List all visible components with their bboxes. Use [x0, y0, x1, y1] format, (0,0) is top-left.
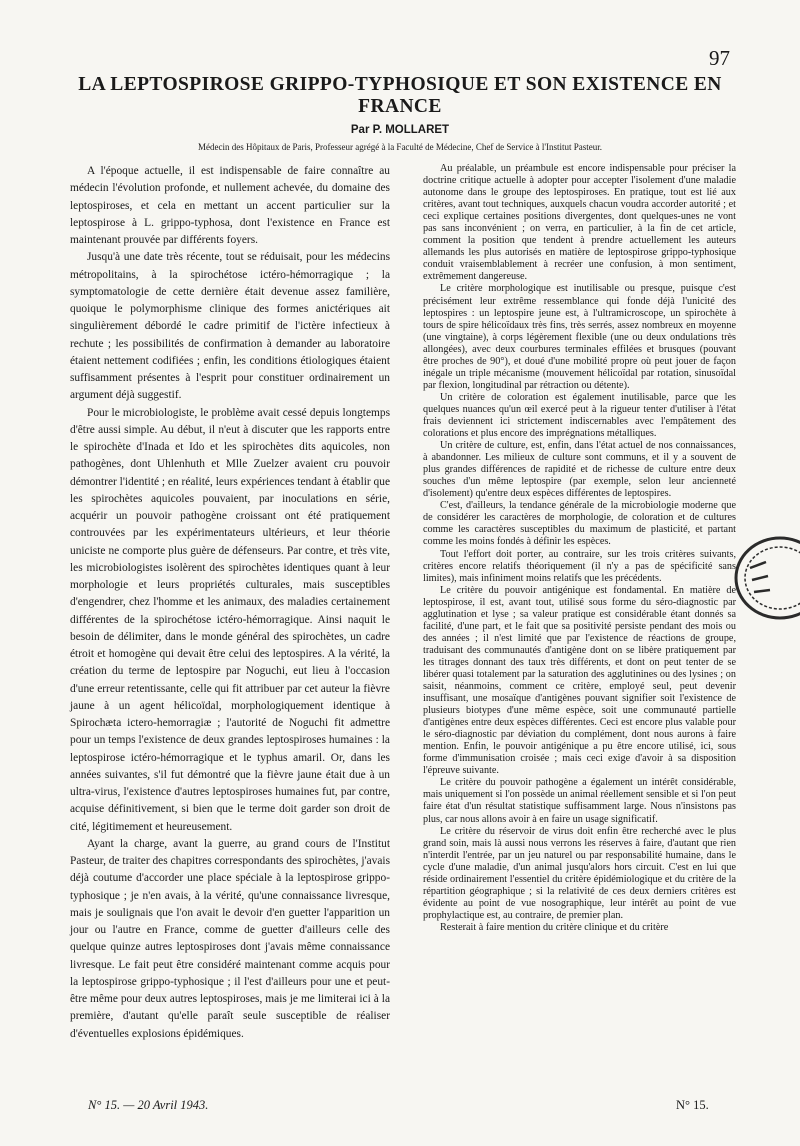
page-number: 97 [709, 46, 730, 70]
paragraph: Un critère de culture, est, enfin, dans l'état actuel de nos connaissances, à abandonner. Les milieux de culture sont communs, et il y a souvent de plus grandes différences de rapidité et de richesse de culture entre deux souches d'un même leptospire (par exemple, selon leur ancienneté d'isolement) qu'entre deux espèces différentes de leptospires. [423, 440, 736, 500]
author-byline: Par P. MOLLARET [350, 124, 450, 136]
paragraph: Tout l'effort doit porter, au contraire, sur les trois critères suivants, critères encore relatifs théoriquement (il n'y a pas de spécificité sans limites), mais infiniment moins relatifs que les précédents. [423, 548, 736, 584]
article-title: LA LEPTOSPIROSE GRIPPO-TYPHOSIQUE ET SON EXISTENCE EN FRANCE [78, 74, 722, 117]
paragraph: Le critère du pouvoir pathogène a également un intérêt considérable, mais uniquement si l'on possède un animal réellement sensible et si l'on peut faire état d'un résultat statistique suffisamment large. Nous n'insistons pas plus, car nous allons avoir à en faire un usage significatif. [423, 777, 736, 825]
paragraph: Au préalable, un préambule est encore indispensable pour préciser la doctrine critique actuelle à adopter pour accepter l'isolement d'une maladie autonome dans le groupe des leptospiroses. En pratique, tout est lié aux critères, avant tout techniques, auxquels chacun voudra accorder autorité ; et ceci explique certaines positions divergentes, dont quelques-unes ne vont pas sans inconvénient ; on verra, en particulier, à la fin de cet article, comment la position que tendent à prendre actuellement les auteurs allemands les plus autorisés en matière de leptospirose grippo-typhosique conduit vraisemblablement à recréer une confusion, à mon sentiment, extrêmement dangereuse. [423, 163, 736, 283]
issue-date: N° 15. — 20 Avril 1943. [88, 1098, 209, 1112]
paragraph: Le critère morphologique est inutilisable ou presque, puisque c'est précisément leur extrême ressemblance qui fonde déjà l'unicité des leptospires : un leptospire jeune est, à l'ultramicroscope, un spirochète à tours de spire hélicoïdaux très fins, très serrés, assez nombreux en moyenne (une vingtaine), à corps légèrement flexible (une ou deux ondulations très allongées), avec deux courbures terminales effilées et brusques (pouvant être proches de 90°), et doué d'une mobilité propre où peut jouer de façon inégale un triple mécanisme (mouvement hélicoïdal par rotation, sinusoïdal par flexion, longitudinal par rétraction ou détente). [423, 283, 736, 391]
paragraph: Resterait à faire mention du critère clinique et du critère [440, 921, 669, 933]
author-affiliation: Médecin des Hôpitaux de Paris, Professeur agrégé à la Faculté de Médecine, Chef de Service à l'Institut Pasteur. [198, 142, 602, 152]
paragraph: Jusqu'à une date très récente, tout se réduisait, pour les médecins métropolitains, à la spirochétose ictéro-hémorragique ; la symptomatologie de cette dernière était devenue assez familière, quoique le polymorphisme clinique des formes anictériques ait singulièrement débordé le cadre primitif de l'ictère infectieux à rechute ; les possibilités de confirmation à demander au laboratoire étaient nettement codifiées ; enfin, les conditions étiologiques étaient suffisamment présentes à l'esprit pour constituer ordinairement un argument déjà suggestif. [70, 251, 390, 402]
paragraph: Ayant la charge, avant la guerre, au grand cours de l'Institut Pasteur, de traiter des chapitres correspondants des spirochètes, j'avais déjà coutume d'accorder une place spéciale à la leptospirose grippo-typhosique ; je n'en avais, à la vérité, qu'une connaissance livresque, mais je soulignais que l'on avait le devoir d'en guetter l'apparition un jour ou l'autre en France, comme de guetter d'ailleurs celle des quelque quinze autres leptospiroses dont j'avais même connaissance livresque. Le fait peut être considéré maintenant comme acquis pour la leptospirose grippo-typhosique ; il l'est d'ailleurs pour une et peut-être même pour deux autres leptospiroses, mais je me limiterai ici à la première, d'autant qu'elle paraît seule susceptible de réaliser d'éventuelles explosions épidémiques. [70, 837, 390, 1040]
issue-number: N° 15. [676, 1098, 709, 1112]
right-column [423, 163, 736, 934]
library-stamp [722, 528, 800, 628]
paragraph: C'est, d'ailleurs, la tendance générale de la microbiologie moderne que de considérer les caractères de morphologie, de coloration et de cultures comme les caractères susceptibles du maximum de plasticité, et partant comme les moins fondés à définir les espèces. [423, 500, 736, 548]
paragraph: Un critère de coloration est également inutilisable, parce que les quelques nuances qu'un œil exercé peut à la rigueur tenter d'utiliser à l'état frais deviennent ici strictement indiscernables avec l'empâtement des colorations et plus encore des imprégnations métalliques. [423, 391, 736, 440]
left-column [70, 163, 390, 1043]
paragraph: Le critère du pouvoir antigénique est fondamental. En matière de leptospirose, il est, avant tout, utilisé sous forme du séro-diagnostic par agglutination et lyse ; sa valeur pratique est considérable étant donnés sa facilité, d'une part, et le fait que sa positivité persiste pendant des mois ou des années ; il n'est limité que par l'existence de réactions de groupe, traduisant des communautés d'antigène dont on se libère pratiquement par les titrages donnant des taux très différents, et dont on peut tenter de se libérer quasi totalement par la saturation des agglutinines ou des lysines ; on saisit, néanmoins, comment ce critère, employé seul, peut devenir insuffisant, une mosaïque d'antigènes pouvant signifier soit l'existence de plusieurs biotypes d'une même espèce, soit une communauté partielle d'antigènes entre deux espèces différentes. Ceci est encore plus valable pour le séro-diagnostic par déviation du complément, dont nous aurons à faire mention. Enfin, le pouvoir antigénique a pu être encore utilisé, ici, sous forme d'immunisation croisée ; mais ceci exige d'avoir à sa disposition l'épreuve suivante. [423, 584, 736, 777]
paragraph: Le critère du réservoir de virus doit enfin être recherché avec le plus grand soin, mais là aussi nous verrons les réserves à faire, d'autant que rien n'interdit l'entrée, par un jeu naturel ou par responsabilité humaine, dans le cycle d'une maladie, d'un animal jusqu'alors hors circuit. C'est en lui que réside ordinairement l'essentiel du critère épidémiologique et du critère de la répartition géographique ; si la relativité de ces deux derniers critères est évidente au point de vue nosographique, leur intérêt au point de vue prophylactique est, au contraire, de premier plan. [423, 825, 736, 921]
paragraph: Pour le microbiologiste, le problème avait cessé depuis longtemps d'être aussi simple. Au début, il n'eut à discuter que les rapports entre le spirochète d'Inada et Ido et les spirochètes dits aquicoles, non pathogènes, dont Uhlenhuth et Mlle Zuelzer avaient cru pouvoir démontrer l'identité ; en réalité, leurs expériences tendant à établir que les spirochètes aquicoles pouvaient, par inoculations en série, acquérir un pouvoir pathogène croissant ont été pratiquement controuvées par les expérimentateurs ultérieurs, et leur théorie uniciste ne comporte plus guère de défenseurs. Par contre, et très vite, les microbiologistes isolèrent des spirochètes identiques quant à leur morphologie et leurs propriétés culturales, mais susceptibles d'engendrer, chez l'homme et les animaux, des maladies certainement différentes de la spirochétose ictéro-hémorragique. Ainsi naquit le besoin de délimiter, dans le monde général des spirochètes, un cadre étroit et homogène qui devait être celui des leptospires. A la vérité, la création du terme de leptospire par Noguchi, eut lieu à l'occasion d'une erreur retentissante, celle qui fit attribuer par cet auteur la fièvre jaune à un agent hélicoïdal, morphologiquement identique à Spirochæta ictero-hemorragiæ ; l'autorité de Noguchi fit admettre pour un temps l'existence de deux grandes leptospiroses humaines : la leptospirose ictéro-hémorragique et le typhus amaril. Or, dans les années suivantes, s'il fut démontré que la fièvre jaune était due à un ultra-virus, l'existence d'autres leptospiroses humaines fut, par contre, acquise définitivement, si bien que le terme doit garder son droit de cité, légitimement et heureusement. [70, 406, 390, 833]
paragraph: A l'époque actuelle, il est indispensable de faire connaître au médecin l'évolution profonde, et nullement achevée, du domaine des leptospiroses, et cela en mettant un accent particulier sur la leptospirose à L. grippo-typhosa, dont l'existence en France est maintenant prouvée par différents foyers. [70, 165, 390, 246]
